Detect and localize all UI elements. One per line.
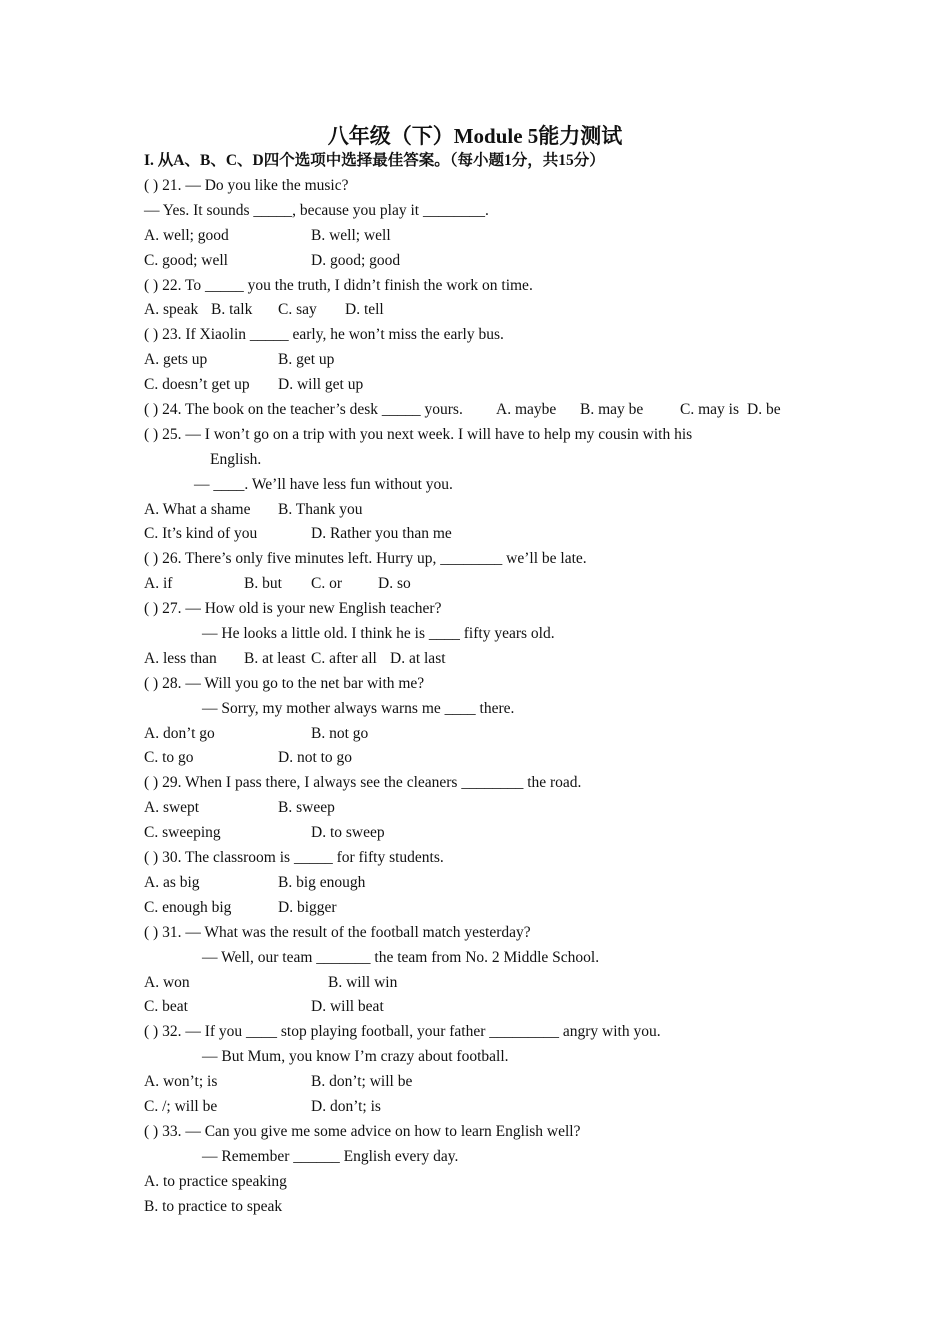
option-d: D. be	[747, 401, 781, 419]
option-b: B. but	[244, 575, 282, 593]
option-c: C. It’s kind of you	[144, 525, 258, 543]
question-27-response: — He looks a little old. I think he is ____ fifty years old.	[202, 625, 555, 643]
option-d: D. bigger	[278, 898, 337, 916]
question-21-response: — Yes. It sounds _____, because you play it ________.	[144, 201, 489, 219]
option-d: D. tell	[345, 301, 384, 319]
question-22-options	[144, 298, 824, 323]
option-d: D. at last	[390, 649, 446, 667]
section-instruction: I. 从A、B、C、D四个选项中选择最佳答案。（每小题1分，共15分）	[144, 152, 605, 169]
question-28-response: — Sorry, my mother always warns me ____ there.	[202, 699, 515, 717]
option-c: C. beat	[144, 998, 188, 1016]
question-25-stem: ( ) 25. — I won’t go on a trip with you next week. I will have to help my cousin with his	[144, 425, 693, 443]
question-23-options-row2	[144, 373, 824, 398]
option-b: B. talk	[211, 301, 253, 319]
question-32-response: — But Mum, you know I’m crazy about football.	[202, 1048, 509, 1066]
option-d: D. not to go	[278, 749, 353, 767]
question-30-options-row2	[144, 896, 824, 921]
question-32-stem: ( ) 32. — If you ____ stop playing football, your father _________ angry with you.	[144, 1023, 661, 1041]
page-title: 八年级（下）Module 5能力测试	[327, 124, 623, 148]
question-29-stem: ( ) 29. When I pass there, I always see the cleaners ________ the road.	[144, 774, 582, 792]
option-c: C. say	[278, 301, 317, 319]
question-27-options	[144, 647, 824, 672]
option-b: B. may be	[580, 401, 644, 419]
option-d: D. to sweep	[311, 824, 385, 842]
option-c: C. /; will be	[144, 1097, 218, 1115]
option-b: B. not go	[311, 724, 369, 742]
option-c: C. may is	[680, 401, 739, 419]
question-25-stem-continued: English.	[210, 450, 262, 468]
question-21-options-row1	[144, 224, 824, 249]
question-26-options	[144, 572, 824, 597]
question-30-options-row1	[144, 871, 824, 896]
option-d: D. don’t; is	[311, 1097, 381, 1115]
question-28-options-row1	[144, 722, 824, 747]
question-30-stem: ( ) 30. The classroom is _____ for fifty students.	[144, 849, 444, 867]
question-24-stem: ( ) 24. The book on the teacher’s desk _____ yours.	[144, 401, 463, 419]
question-28-options-row2	[144, 746, 824, 771]
question-31-options-row2	[144, 995, 824, 1020]
question-31-response: — Well, our team _______ the team from No. 2 Middle School.	[202, 948, 600, 966]
option-b: B. don’t; will be	[311, 1073, 413, 1091]
question-25-response: — ____. We’ll have less fun without you.	[194, 475, 453, 493]
question-24-row	[144, 398, 824, 423]
option-c: C. to go	[144, 749, 194, 767]
option-a: A. swept	[144, 799, 200, 817]
option-a: A. maybe	[496, 401, 557, 419]
option-c: C. good; well	[144, 251, 228, 269]
question-21-stem: ( ) 21. — Do you like the music?	[144, 177, 349, 194]
question-25-options-row2	[144, 522, 824, 547]
question-32-options-row2	[144, 1095, 824, 1120]
option-b: B. will win	[328, 973, 398, 991]
option-d: D. so	[378, 575, 411, 593]
option-d: D. will get up	[278, 376, 364, 394]
question-29-options-row2	[144, 821, 824, 846]
option-d: D. good; good	[311, 251, 401, 269]
question-29-options-row1	[144, 796, 824, 821]
option-a: A. gets up	[144, 351, 208, 369]
question-22-stem: ( ) 22. To _____ you the truth, I didn’t finish the work on time.	[144, 276, 533, 294]
question-23-stem: ( ) 23. If Xiaolin _____ early, he won’t miss the early bus.	[144, 326, 504, 344]
question-23-options-row1	[144, 348, 824, 373]
question-33-option-b: B. to practice to speak	[144, 1197, 283, 1215]
option-a: A. won	[144, 973, 190, 991]
option-d: D. Rather you than me	[311, 525, 452, 543]
question-33-response: — Remember ______ English every day.	[202, 1147, 459, 1165]
question-list	[144, 174, 824, 1219]
option-a: A. don’t go	[144, 724, 215, 742]
option-d: D. will beat	[311, 998, 384, 1016]
option-a: A. as big	[144, 873, 200, 891]
option-a: A. if	[144, 575, 173, 593]
option-b: B. Thank you	[278, 500, 363, 518]
question-31-options-row1	[144, 971, 824, 996]
question-32-options-row1	[144, 1070, 824, 1095]
question-33-stem: ( ) 33. — Can you give me some advice on how to learn English well?	[144, 1122, 581, 1140]
question-28-stem: ( ) 28. — Will you go to the net bar with me?	[144, 674, 425, 692]
option-a: A. won’t; is	[144, 1073, 218, 1091]
question-21-options-row2	[144, 249, 824, 274]
question-27-stem: ( ) 27. — How old is your new English teacher?	[144, 600, 442, 618]
option-b: B. sweep	[278, 799, 335, 817]
option-a: A. well; good	[144, 226, 229, 244]
question-25-options-row1	[144, 498, 824, 523]
option-b: B. well; well	[311, 226, 391, 244]
option-c: C. enough big	[144, 898, 232, 916]
option-c: C. doesn’t get up	[144, 376, 250, 394]
option-c: C. or	[311, 575, 342, 593]
option-c: C. after all	[311, 649, 377, 667]
question-26-stem: ( ) 26. There’s only five minutes left. Hurry up, ________ we’ll be late.	[144, 550, 587, 568]
option-a: A. less than	[144, 649, 217, 667]
option-a: A. speak	[144, 301, 199, 319]
option-b: B. get up	[278, 351, 335, 369]
option-a: A. What a shame	[144, 500, 251, 518]
option-c: C. sweeping	[144, 824, 221, 842]
question-31-stem: ( ) 31. — What was the result of the football match yesterday?	[144, 923, 531, 941]
question-33-option-a: A. to practice speaking	[144, 1172, 287, 1190]
option-b: B. at least	[244, 649, 306, 667]
option-b: B. big enough	[278, 873, 366, 891]
